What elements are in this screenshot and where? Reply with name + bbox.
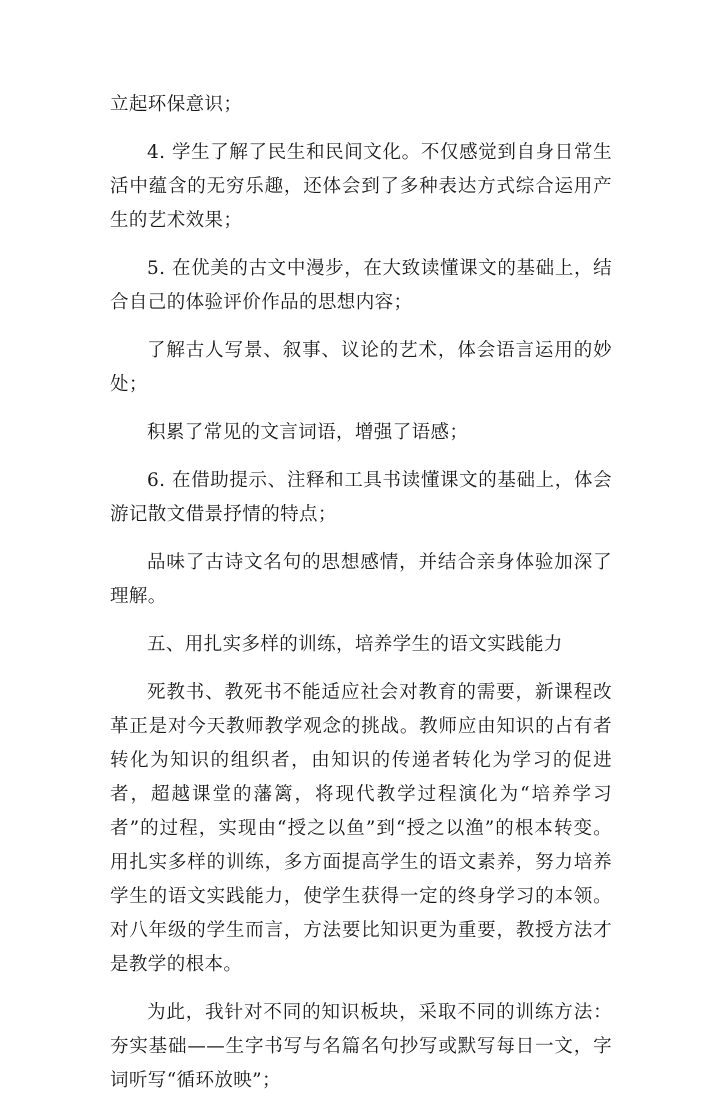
paragraph-continuation: 立起环保意识；: [110, 94, 243, 115]
paragraph-training: 死教书、教死书不能适应社会对教育的需要，新课程改革正是对今天教师教学观念的挑战。教师应由知识的占有者转化为知识的组织者，由知识的传递者转化为学习的促进者，超越课堂的藩篱，将现代教学过程演化为“培养学习者”的过程，实现由“授之以鱼”到“授之以渔”的根本转变。用扎实多样的训练，多方面提高学生的语文素养，努力培养学生的语文实践能力，使学生获得一定的终身学习的本领。对八年级的学生而言，方法要比知识更为重要，教授方法才是教学的根本。: [110, 682, 612, 975]
paragraph-writing-art: 了解古人写景、叙事、议论的艺术，体会语言运用的妙处；: [110, 340, 612, 395]
paragraph-item-5: 5. 在优美的古文中漫步，在大致读懂课文的基础上，结合自己的体验评价作品的思想内容；: [110, 258, 612, 313]
paragraph-vocabulary: 积累了常见的文言词语，增强了语感；: [147, 422, 469, 443]
section-heading-5: 五、用扎实多样的训练，培养学生的语文实践能力: [147, 634, 563, 655]
document-body: [110, 88, 612, 1112]
paragraph-item-4: 4. 学生了解了民生和民间文化。不仅感觉到自身日常生活中蕴含的无穷乐趣，还体会到了多种表达方式综合运用产生的艺术效果；: [110, 142, 612, 231]
paragraph-poetry: 品味了古诗文名句的思想感情，并结合亲身体验加深了理解。: [110, 552, 612, 607]
paragraph-item-6: 6. 在借助提示、注释和工具书读懂课文的基础上，体会游记散文借景抒情的特点；: [110, 470, 612, 525]
paragraph-methods: 为此，我针对不同的知识板块，采取不同的训练方法：夯实基础——生字书写与名篇名句抄写或默写每日一文，字词听写“循环放映”；: [110, 1002, 612, 1091]
